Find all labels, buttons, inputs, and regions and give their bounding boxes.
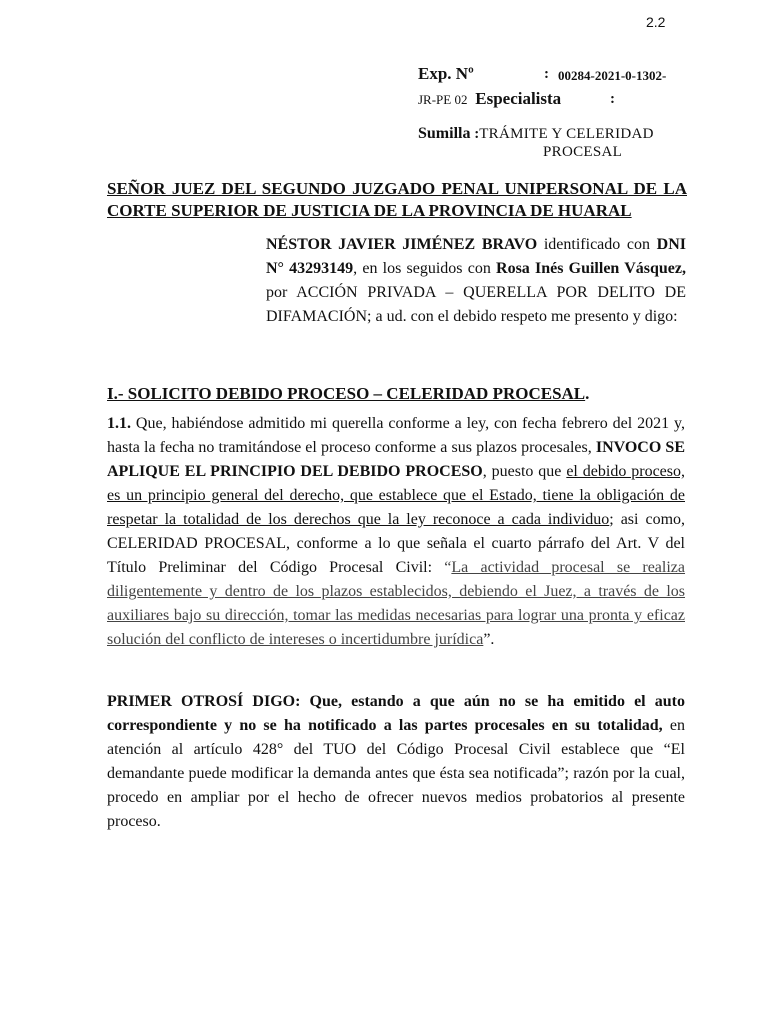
expediente-colon: :: [544, 66, 549, 82]
sumilla-line: [418, 124, 718, 144]
sumilla-label: Sumilla: [418, 125, 471, 142]
otrosi-text: en atención al artículo 428° del TUO del Código Procesal Civil establece que “El demandante puede modificar la demanda antes que ésta sea notificada”; razón por la cual, procedo en ampliar por el hecho de ofrecer nuevos medios probatorios al presente proceso.: [107, 717, 685, 830]
intro-text: , en los seguidos con: [353, 260, 497, 277]
expediente-number-continued: JR-PE 02: [418, 92, 468, 107]
opponent-name: Rosa Inés Guillen Vásquez,: [496, 260, 687, 277]
page-number: 2.2: [646, 14, 666, 30]
addressee-heading: SEÑOR JUEZ DEL SEGUNDO JUZGADO PENAL UNIPERSONAL DE LA CORTE SUPERIOR DE JUSTICIA DE LA PROVINCIA DE HUARAL: [107, 179, 687, 220]
intro-paragraph: [266, 233, 686, 329]
sumilla-value: TRÁMITE Y CELERIDAD: [479, 126, 654, 142]
section-title-text: I.- SOLICITO DEBIDO PROCESO – CELERIDAD PROCESAL: [107, 384, 586, 403]
sumilla-colon: :: [474, 126, 480, 142]
paragraph-number: 1.1.: [107, 415, 131, 432]
paragraph-underlined-text: el debido proceso, es un principio general del derecho, que establece que el Estado, tiene la obligación de respetar la totalidad de los derechos que la ley reconoce a cada individuo: [107, 463, 685, 528]
expediente-label: Exp. Nº: [418, 64, 474, 83]
quoted-article-text: La actividad procesal se realiza diligentemente y dentro de los plazos establecidos, debiendo el Juez, a través de los auxiliares bajo su dirección, tomar las medidas necesarias para lograr una pronta y eficaz solución del conflicto de intereses o incertidumbre jurídica: [107, 559, 686, 648]
petitioner-name: NÉSTOR JAVIER JIMÉNEZ BRAVO: [266, 236, 538, 253]
paragraph-1-1: [107, 412, 685, 652]
close-quote: ”.: [483, 631, 495, 648]
section-title-period: .: [585, 384, 590, 403]
open-quote: “: [444, 559, 452, 576]
otrosi-bold-text: PRIMER OTROSÍ DIGO: Que, estando a que aún no se ha emitido el auto correspondiente y no se ha notificado a las partes procesales en su totalidad,: [107, 693, 685, 734]
especialista-colon: :: [610, 91, 615, 107]
expediente-number: 00284-2021-0-1302-: [558, 68, 667, 83]
sumilla-value-continued: PROCESAL: [543, 144, 623, 160]
section-title: [107, 384, 687, 404]
especialista-line: [418, 89, 738, 110]
paragraph-text: Que, habiéndose admitido mi querella conforme a ley, con fecha febrero del 2021 y, hasta la fecha no tramitándose el proceso conforme a sus plazos procesales,: [107, 415, 685, 456]
dni-number: DNI N° 43293149: [266, 236, 686, 277]
primer-otrosi-paragraph: [107, 690, 685, 834]
especialista-label: Especialista: [475, 89, 562, 108]
intro-text: identificado con: [537, 236, 657, 253]
paragraph-text: ; asi como, CELERIDAD PROCESAL, conforme a lo que señala el cuarto párrafo del Art. V del Título Preliminar del Código Procesal Civil:: [107, 511, 686, 576]
paragraph-text: , puesto que: [482, 463, 567, 480]
paragraph-bold-text: INVOCO SE APLIQUE EL PRINCIPIO DEL DEBIDO PROCESO: [107, 439, 685, 480]
intro-text: por ACCIÓN PRIVADA – QUERELLA POR DELITO DE DIFAMACIÓN; a ud. con el debido respeto me presento y digo:: [266, 284, 686, 325]
expediente-line: [418, 64, 718, 85]
